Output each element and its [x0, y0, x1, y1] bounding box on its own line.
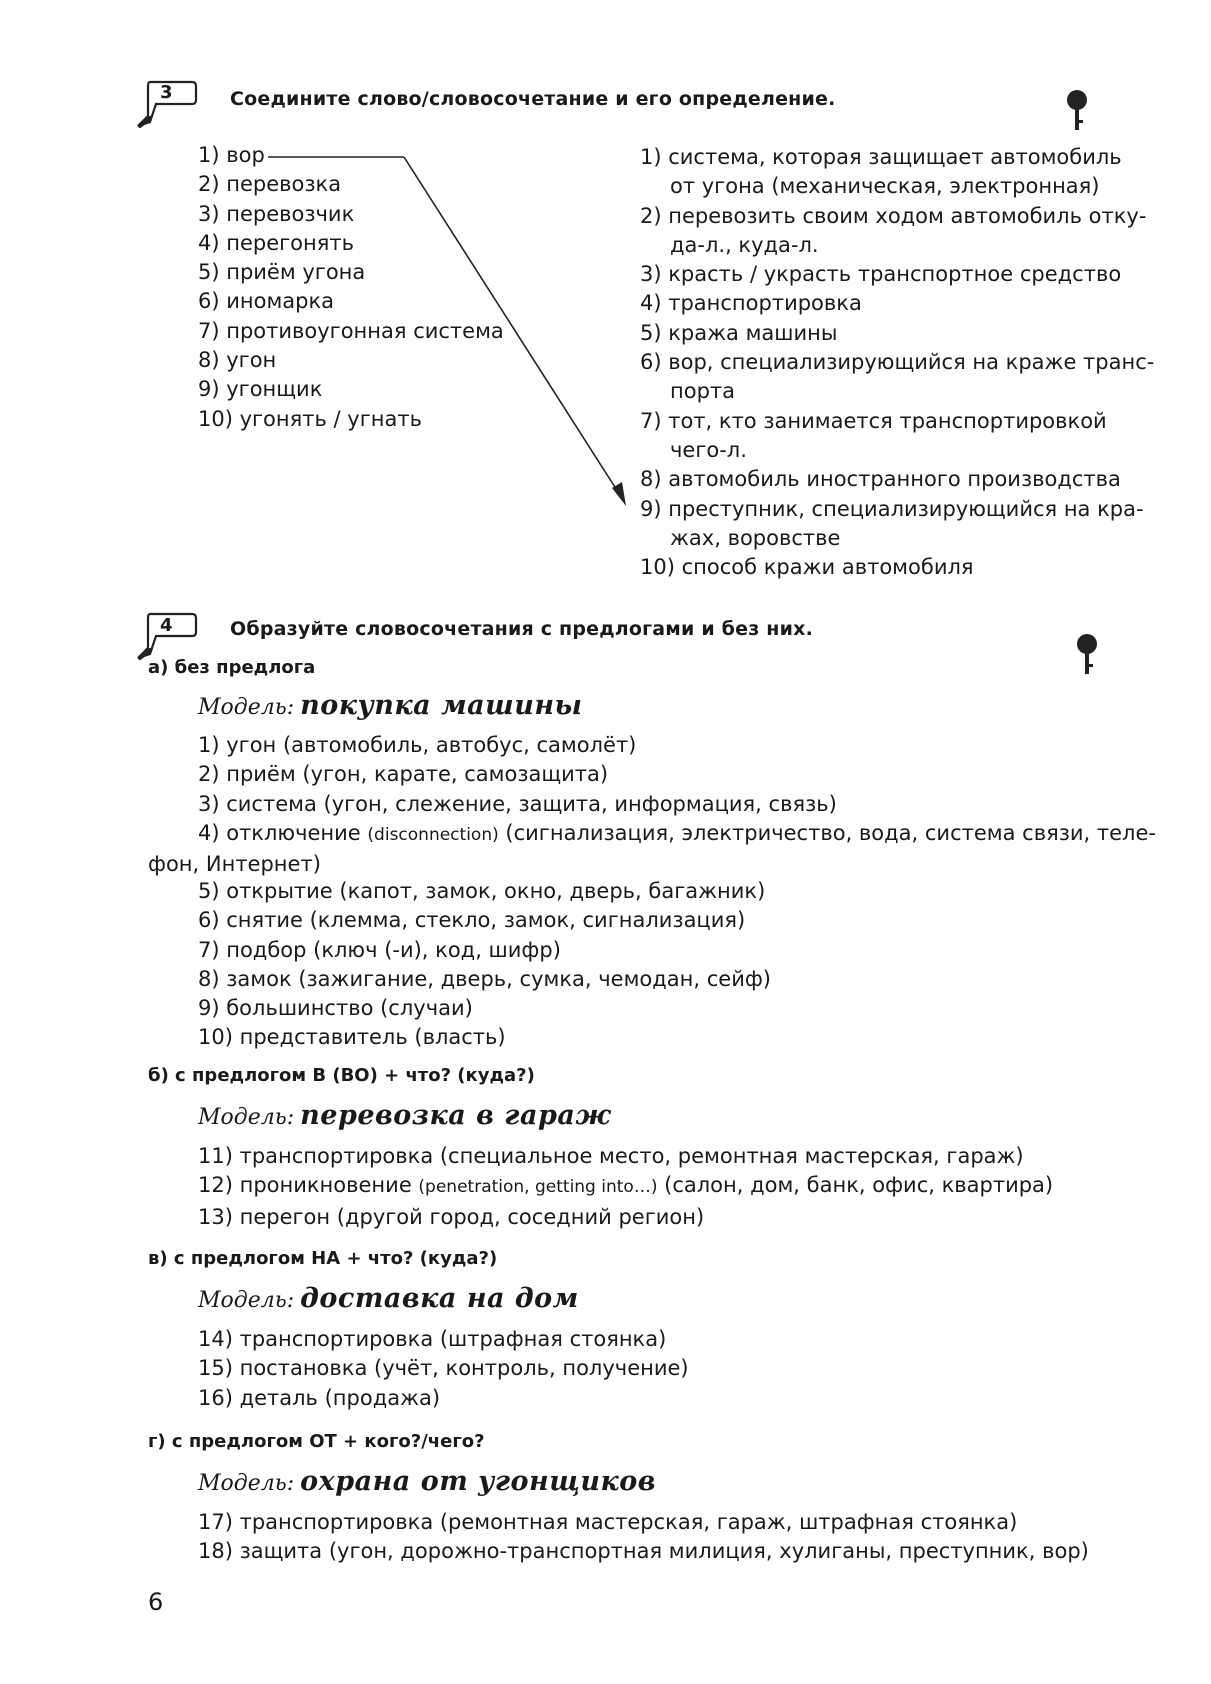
section-b-model: [198, 1100, 611, 1131]
definition-line: 2) перевозить своим ходом автомобиль отку-: [640, 203, 1147, 228]
model-example: охрана от угонщиков: [300, 1466, 656, 1497]
definition-line: 10) способ кражи автомобиля: [640, 555, 974, 580]
section-d-list: [198, 1508, 1089, 1567]
definition-line: чего-л.: [670, 437, 747, 462]
task-4-number: 4: [160, 615, 173, 636]
task-3-title: Соедините слово/словосочетание и его определение.: [230, 88, 836, 110]
item-text: (салон, дом, банк, офис, квартира): [664, 1173, 1054, 1198]
definition-line: 8) автомобиль иностранного производства: [640, 467, 1121, 492]
model-label: Модель:: [198, 1105, 295, 1130]
item-text: 4) отключение: [198, 821, 361, 845]
item-text: 12) проникновение: [198, 1173, 412, 1198]
section-a-list-2: [198, 877, 771, 1053]
definition-line: 6) вор, специализирующийся на краже транс-: [640, 350, 1155, 375]
list-item: 16) деталь (продажа): [198, 1385, 441, 1410]
list-item: 5) открытие (капот, замок, окно, дверь, багажник): [198, 879, 766, 903]
list-item: 4) перегонять: [198, 230, 354, 255]
list-item: 7) подбор (ключ (-и), код, шифр): [198, 937, 561, 962]
task-3-number: 3: [160, 82, 173, 103]
list-item: 17) транспортировка (ремонтная мастерская, гараж, штрафная стоянка): [198, 1510, 1018, 1534]
definition-line: 9) преступник, специализирующийся на кра-: [640, 496, 1144, 521]
list-item: [198, 1171, 1053, 1202]
list-item: 14) транспортировка (штрафная стоянка): [198, 1327, 667, 1351]
list-item: 8) замок (зажигание, дверь, сумка, чемодан, сейф): [198, 966, 771, 991]
item-continuation: фон, Интернет): [148, 852, 321, 877]
section-c-model: [198, 1283, 579, 1314]
list-item: 3) система (угон, слежение, защита, информация, связь): [198, 791, 837, 816]
list-item: 10) угонять / угнать: [198, 406, 422, 431]
definition-line: 3) красть / украсть транспортное средство: [640, 262, 1122, 287]
task-3-right-column: [640, 143, 1154, 582]
list-item: 9) большинство (случаи): [198, 996, 473, 1021]
model-label: Модель:: [198, 1288, 295, 1313]
section-a-model: [198, 690, 583, 721]
list-item: 6) снятие (клемма, стекло, замок, сигнализация): [198, 908, 746, 933]
definition-line: 1) система, которая защищает автомобиль: [640, 145, 1122, 169]
english-gloss: (disconnection): [367, 825, 499, 845]
key-icon: [1075, 632, 1099, 676]
list-item: 9) угонщик: [198, 377, 323, 402]
list-item: 1) угон (автомобиль, автобус, самолёт): [198, 733, 637, 757]
item-text: (сигнализация, электричество, вода, система связи, теле-: [505, 821, 1156, 845]
model-example: покупка машины: [300, 690, 583, 721]
definition-line: жах, воровстве: [670, 525, 841, 550]
model-example: доставка на дом: [300, 1283, 579, 1314]
section-b-list: [198, 1142, 1053, 1232]
model-label: Модель:: [198, 1471, 295, 1496]
section-d-heading: г) с предлогом ОТ + кого?/чего?: [148, 1431, 485, 1452]
definition-line: от угона (механическая, электронная): [670, 174, 1100, 199]
section-b-heading: б) с предлогом В (ВО) + что? (куда?): [148, 1065, 535, 1086]
definition-line: 5) кража машины: [640, 320, 838, 345]
list-item: 5) приём угона: [198, 260, 366, 285]
section-a-list: [198, 731, 837, 819]
list-item: 7) противоугонная система: [198, 318, 504, 343]
model-label: Модель:: [198, 695, 295, 720]
section-c-heading: в) с предлогом НА + что? (куда?): [148, 1248, 498, 1269]
list-item: 8) угон: [198, 348, 277, 373]
page-number: 6: [148, 1588, 164, 1616]
section-c-list: [198, 1325, 689, 1413]
list-item: 1) вор: [198, 143, 265, 167]
section-a-item-4: [148, 819, 1156, 880]
list-item: 15) постановка (учёт, контроль, получение): [198, 1356, 689, 1381]
list-item: 18) защита (угон, дорожно-транспортная милиция, хулиганы, преступник, вор): [198, 1539, 1089, 1564]
english-gloss: (penetration, getting into…): [418, 1177, 658, 1198]
list-item: 13) перегон (другой город, соседний регион): [198, 1204, 705, 1229]
list-item: 3) перевозчик: [198, 201, 355, 226]
definition-line: 4) транспортировка: [640, 291, 862, 316]
section-d-model: [198, 1466, 656, 1497]
list-item: 2) перевозка: [198, 172, 342, 197]
list-item: 11) транспортировка (специальное место, ремонтная мастерская, гараж): [198, 1144, 1024, 1168]
section-a-heading: а) без предлога: [148, 657, 316, 678]
task-4-title: Образуйте словосочетания с предлогами и без них.: [230, 618, 813, 640]
list-item: 10) представитель (власть): [198, 1025, 506, 1050]
list-item: 2) приём (угон, карате, самозащита): [198, 762, 609, 787]
definition-line: порта: [670, 379, 736, 404]
definition-line: да-л., куда-л.: [670, 232, 819, 257]
model-example: перевозка в гараж: [300, 1100, 612, 1131]
list-item: 6) иномарка: [198, 289, 335, 314]
definition-line: 7) тот, кто занимается транспортировкой: [640, 408, 1107, 433]
